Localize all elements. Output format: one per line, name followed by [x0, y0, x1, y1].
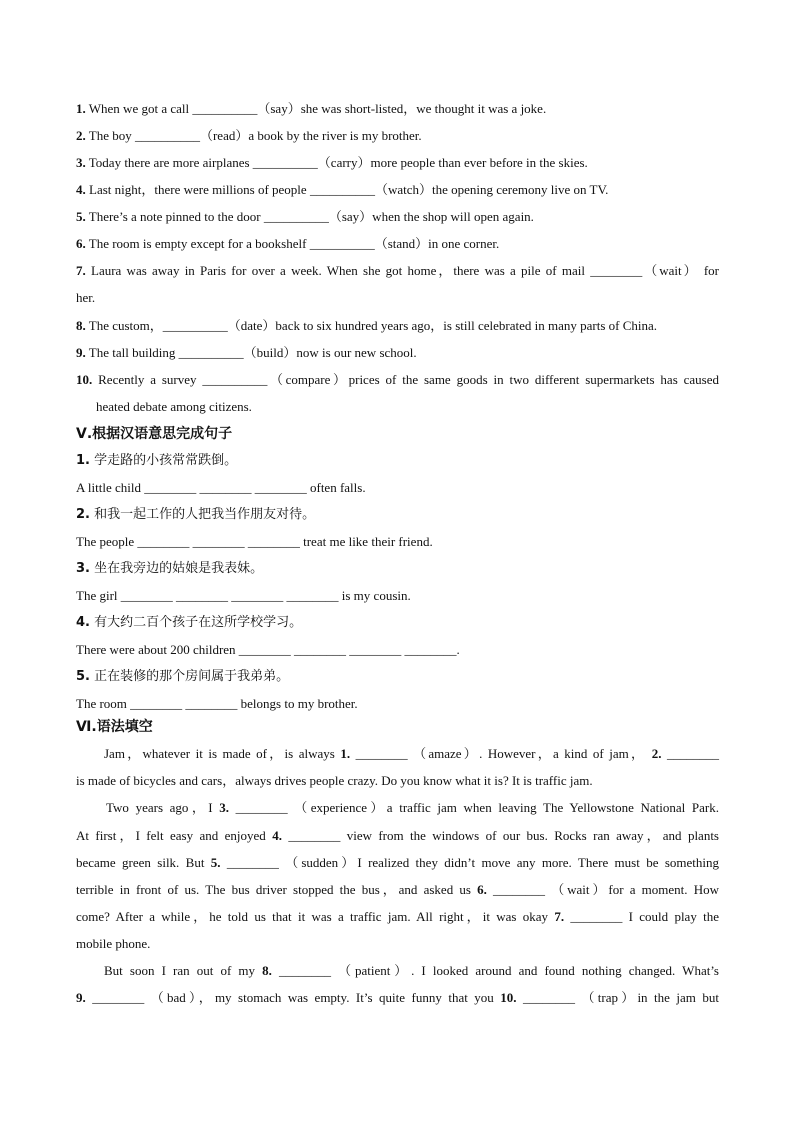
exercise-item: 6. The room is empty except for a bookshelf __________（stand）in one corner. [76, 236, 500, 251]
translation-prompt: 4. 有大约二百个孩子在这所学校学习。 [76, 615, 303, 630]
exercise-item-continuation: heated debate among citizens. [96, 399, 252, 414]
passage-line: Jam，whatever it is made of，is always 1. ________ （amaze）. However，a kind of jam， 2. ________ [104, 746, 720, 761]
exercise-item: 3. Today there are more airplanes __________（carry）more people than ever before in the skies. [76, 155, 588, 170]
passage-line: mobile phone. [76, 936, 151, 951]
translation-answer: The people ________ ________ ________ treat me like their friend. [76, 534, 433, 549]
passage-line: come? After a while，he told us that it was a traffic jam. All right，it was okay 7. ________ I could play the [76, 909, 719, 924]
exercise-item: 7. Laura was away in Paris for over a week. When she got home，there was a pile of mail ________（wait） for [76, 263, 719, 278]
translation-prompt: 5. 正在装修的那个房间属于我弟弟。 [76, 669, 290, 684]
exercise-item: 8. The custom，__________（date）back to six hundred years ago，is still celebrated in many parts of China. [76, 318, 658, 333]
translation-prompt: 2. 和我一起工作的人把我当作朋友对待。 [76, 507, 316, 522]
translation-answer: The girl ________ ________ ________ ________ is my cousin. [76, 588, 411, 603]
translation-answer: There were about 200 children ________ ________ ________ ________. [76, 642, 460, 657]
section-heading: Ⅴ.根据汉语意思完成句子 [76, 426, 233, 442]
translation-answer: A little child ________ ________ ________ often falls. [76, 480, 366, 495]
exercise-item-continuation: her. [76, 290, 96, 305]
passage-line: terrible in front of us. The bus driver stopped the bus，and asked us 6. ________ （wait）for a moment. How [76, 882, 719, 897]
passage-line: But soon I ran out of my 8. ________ （patient）. I looked around and found nothing changed. What’s [104, 963, 719, 978]
passage-line: became green silk. But 5. ________ （sudden）I realized they didn’t move any more. There must be something [76, 855, 719, 870]
translation-prompt: 3. 坐在我旁边的姑娘是我表妹。 [76, 561, 264, 576]
exercise-item: 9. The tall building __________（build）now is our new school. [76, 345, 417, 360]
exercise-item: 5. There’s a note pinned to the door __________（say）when the shop will open again. [76, 209, 534, 224]
exercise-item: 1. When we got a call __________（say）she was short-listed，we thought it was a joke. [76, 101, 547, 116]
passage-line: Two years ago，I 3. ________ （experience）a traffic jam when leaving The Yellowstone National Park. [106, 800, 719, 815]
exercise-item: 10. Recently a survey __________（compare）prices of the same goods in two different supermarkets has caused [76, 372, 719, 387]
translation-prompt: 1. 学走路的小孩常常跌倒。 [76, 453, 238, 468]
section-heading: Ⅵ.语法填空 [76, 719, 153, 735]
exercise-item: 4. Last night，there were millions of people __________（watch）the opening ceremony live on TV. [76, 182, 609, 197]
exercise-item: 2. The boy __________（read）a book by the river is my brother. [76, 128, 422, 143]
passage-line: is made of bicycles and cars，always drives people crazy. Do you know what it is? It is traffic jam. [76, 773, 593, 788]
passage-line: 9. ________ （bad），my stomach was empty. It’s quite funny that you 10. ________ （trap）in the jam but [76, 990, 719, 1005]
translation-answer: The room ________ ________ belongs to my brother. [76, 696, 358, 711]
passage-line: At first，I felt easy and enjoyed 4. ________ view from the windows of our bus. Rocks ran away，and plants [76, 828, 719, 843]
